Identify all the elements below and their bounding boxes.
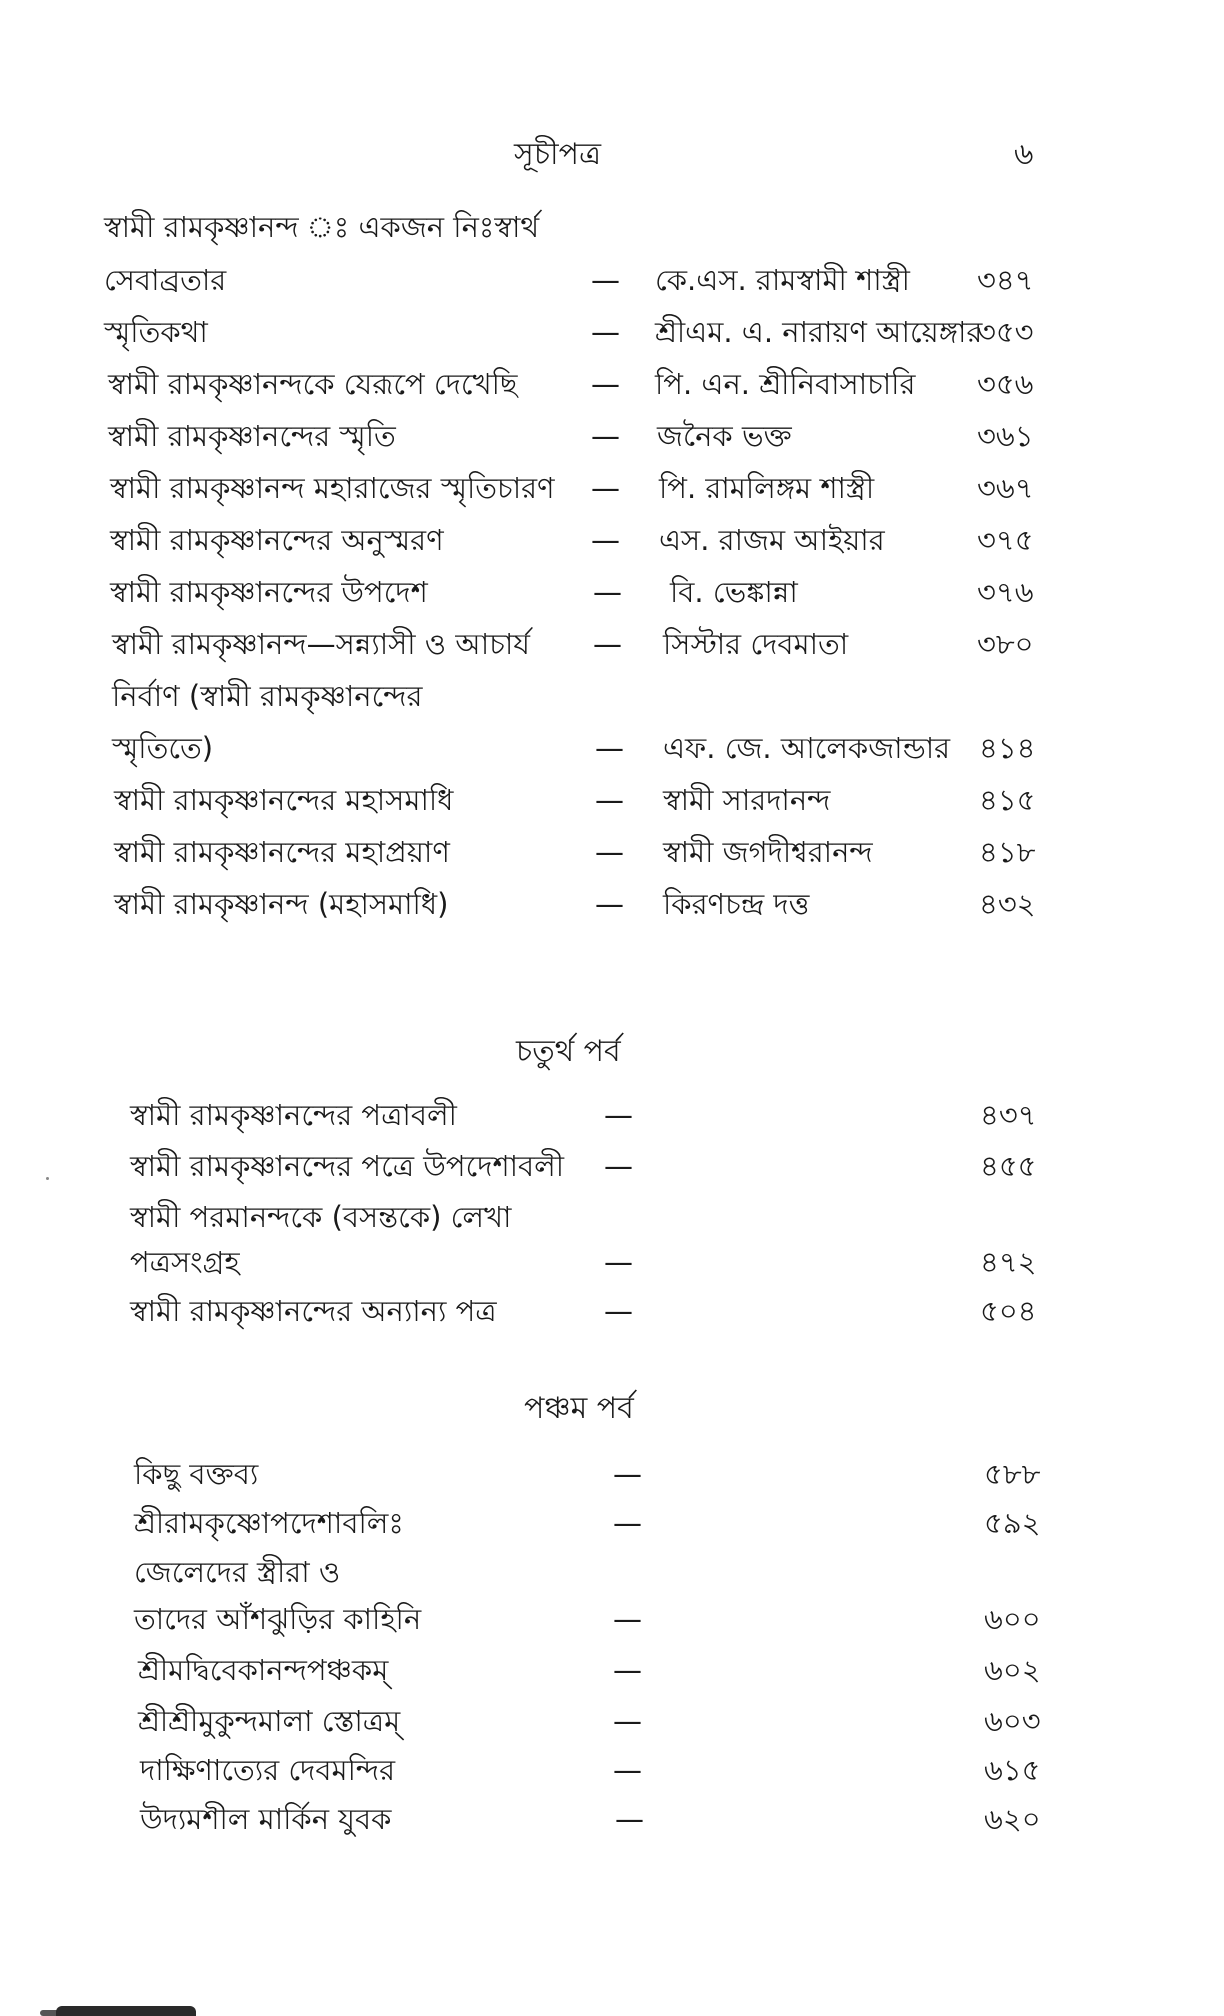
entry-author: শ্রীএম. এ. নারায়ণ আয়েঙ্গার [655, 315, 983, 349]
entry-page-number: ৩৬১ [977, 419, 1034, 453]
entry-page-number: ৬০২ [984, 1653, 1041, 1687]
entry-dash: — [613, 1753, 642, 1787]
entry-page-number: ৩৮০ [977, 627, 1034, 661]
entry-title: স্বামী রামকৃষ্ণানন্দের অনুস্মরণ [110, 523, 444, 557]
entry-title: স্মৃতিকথা [104, 315, 208, 349]
entry-author: পি. এন. শ্রীনিবাসাচারি [655, 367, 916, 401]
entry-dash: — [604, 1149, 633, 1183]
entry-dash: — [591, 367, 620, 401]
entry-dash: — [595, 835, 624, 869]
entry-dash: — [604, 1098, 633, 1132]
entry-page-number: ৬০৩ [984, 1704, 1041, 1738]
entry-title: স্বামী রামকৃষ্ণানন্দের পত্রাবলী [130, 1098, 457, 1132]
entry-title: স্বামী রামকৃষ্ণানন্দ মহারাজের স্মৃতিচারণ [110, 471, 555, 505]
scan-speck [46, 1177, 49, 1180]
entry-title: তাদের আঁশঝুড়ির কাহিনি [134, 1602, 422, 1636]
entry-page-number: ৫৮৮ [984, 1457, 1041, 1491]
entry-author: এস. রাজম আইয়ার [659, 523, 885, 557]
entry-page-number: ৫০৪ [980, 1294, 1037, 1328]
entry-title: নির্বাণ (স্বামী রামকৃষ্ণানন্দের [112, 679, 423, 713]
entry-title: স্বামী রামকৃষ্ণানন্দের মহাপ্রয়াণ [114, 835, 450, 869]
page-number: ৬ [1014, 137, 1034, 172]
entry-author: কিরণচন্দ্র দত্ত [663, 887, 810, 921]
entry-title: স্বামী রামকৃষ্ণানন্দকে যেরূপে দেখেছি [108, 367, 518, 401]
entry-title: জেলেদের স্ত্রীরা ও [134, 1555, 341, 1589]
entry-dash: — [613, 1704, 642, 1738]
entry-dash: — [591, 419, 620, 453]
entry-dash: — [604, 1294, 633, 1328]
page-header-title: সূচীপত্র [514, 137, 601, 172]
entry-dash: — [591, 263, 620, 297]
entry-page-number: ৪৫৫ [980, 1149, 1037, 1183]
entry-dash: — [613, 1653, 642, 1687]
entry-page-number: ৩৫৩ [977, 315, 1034, 349]
entry-page-number: ৬২০ [984, 1802, 1041, 1836]
entry-title: উদ্যমশীল মার্কিন যুবক [140, 1802, 392, 1836]
entry-page-number: ৪৭২ [980, 1245, 1037, 1279]
entry-title: শ্রীশ্রীমুকুন্দমালা স্তোত্রম্ [138, 1704, 401, 1738]
entry-title: শ্রীমদ্বিবেকানন্দপঞ্চকম্ [138, 1653, 389, 1687]
entry-dash: — [591, 523, 620, 557]
entry-page-number: ৬১৫ [984, 1753, 1041, 1787]
entry-author: কে.এস. রামস্বামী শাস্ত্রী [655, 263, 910, 297]
entry-title: কিছু বক্তব্য [134, 1457, 259, 1491]
entry-title: স্মৃতিতে) [112, 731, 214, 765]
entry-dash: — [613, 1602, 642, 1636]
entry-page-number: ৪১৫ [979, 783, 1036, 817]
entry-dash: — [604, 1245, 633, 1279]
entry-author: সিস্টার দেবমাতা [663, 627, 849, 661]
entry-page-number: ৩৭৬ [977, 575, 1034, 609]
entry-title: স্বামী রামকৃষ্ণানন্দের উপদেশ [110, 575, 428, 609]
entry-author: স্বামী সারদানন্দ [663, 783, 831, 817]
entry-title: পত্রসংগ্রহ [130, 1245, 240, 1279]
entry-title: স্বামী রামকৃষ্ণানন্দের স্মৃতি [108, 419, 396, 453]
entry-page-number: ৬০০ [984, 1602, 1041, 1636]
entry-author: স্বামী জগদীশ্বরানন্দ [663, 835, 873, 869]
entry-page-number: ৩৪৭ [977, 263, 1034, 297]
entry-page-number: ৪১৪ [979, 731, 1036, 765]
entry-title: শ্রীরামকৃষ্ণোপদেশাবলিঃ [134, 1506, 404, 1540]
entry-dash: — [595, 731, 624, 765]
entry-title: স্বামী রামকৃষ্ণানন্দ ঃ একজন নিঃস্বার্থ [104, 210, 540, 244]
entry-page-number: ৫৯২ [984, 1506, 1041, 1540]
entry-page-number: ৪১৮ [979, 835, 1036, 869]
entry-title: স্বামী রামকৃষ্ণানন্দ—সন্ন্যাসী ও আচার্য [112, 627, 530, 661]
entry-title: স্বামী রামকৃষ্ণানন্দ (মহাসমাধি) [114, 887, 449, 921]
entry-title: সেবাব্রতার [104, 263, 227, 297]
entry-dash: — [615, 1802, 644, 1836]
entry-dash: — [593, 627, 622, 661]
entry-dash: — [593, 575, 622, 609]
entry-title: স্বামী রামকৃষ্ণানন্দের অন্যান্য পত্র [130, 1294, 497, 1328]
entry-page-number: ৩৬৭ [977, 471, 1034, 505]
entry-page-number: ৪৩২ [979, 887, 1036, 921]
entry-title: স্বামী রামকৃষ্ণানন্দের মহাসমাধি [114, 783, 454, 817]
entry-author: এফ. জে. আলেকজান্ডার [663, 731, 951, 765]
entry-author: বি. ভেঙ্কান্না [670, 575, 798, 609]
entry-page-number: ৩৫৬ [977, 367, 1034, 401]
entry-page-number: ৩৭৫ [977, 523, 1034, 557]
section-five-heading: পঞ্চম পর্ব [524, 1391, 634, 1426]
entry-title: স্বামী পরমানন্দকে (বসন্তকে) লেখা [130, 1200, 512, 1234]
entry-dash: — [595, 887, 624, 921]
entry-title: স্বামী রামকৃষ্ণানন্দের পত্রে উপদেশাবলী [130, 1149, 565, 1183]
entry-author: পি. রামলিঙ্গম শাস্ত্রী [659, 471, 875, 505]
entry-page-number: ৪৩৭ [980, 1098, 1037, 1132]
entry-title: দাক্ষিণাত্যের দেবমন্দির [140, 1753, 396, 1787]
entry-dash: — [613, 1506, 642, 1540]
entry-author: জনৈক ভক্ত [657, 419, 792, 453]
entry-dash: — [595, 783, 624, 817]
scan-edge-shadow [56, 2006, 196, 2016]
entry-dash: — [591, 471, 620, 505]
section-four-heading: চতুর্থ পর্ব [516, 1034, 621, 1069]
entry-dash: — [591, 315, 620, 349]
entry-dash: — [613, 1457, 642, 1491]
